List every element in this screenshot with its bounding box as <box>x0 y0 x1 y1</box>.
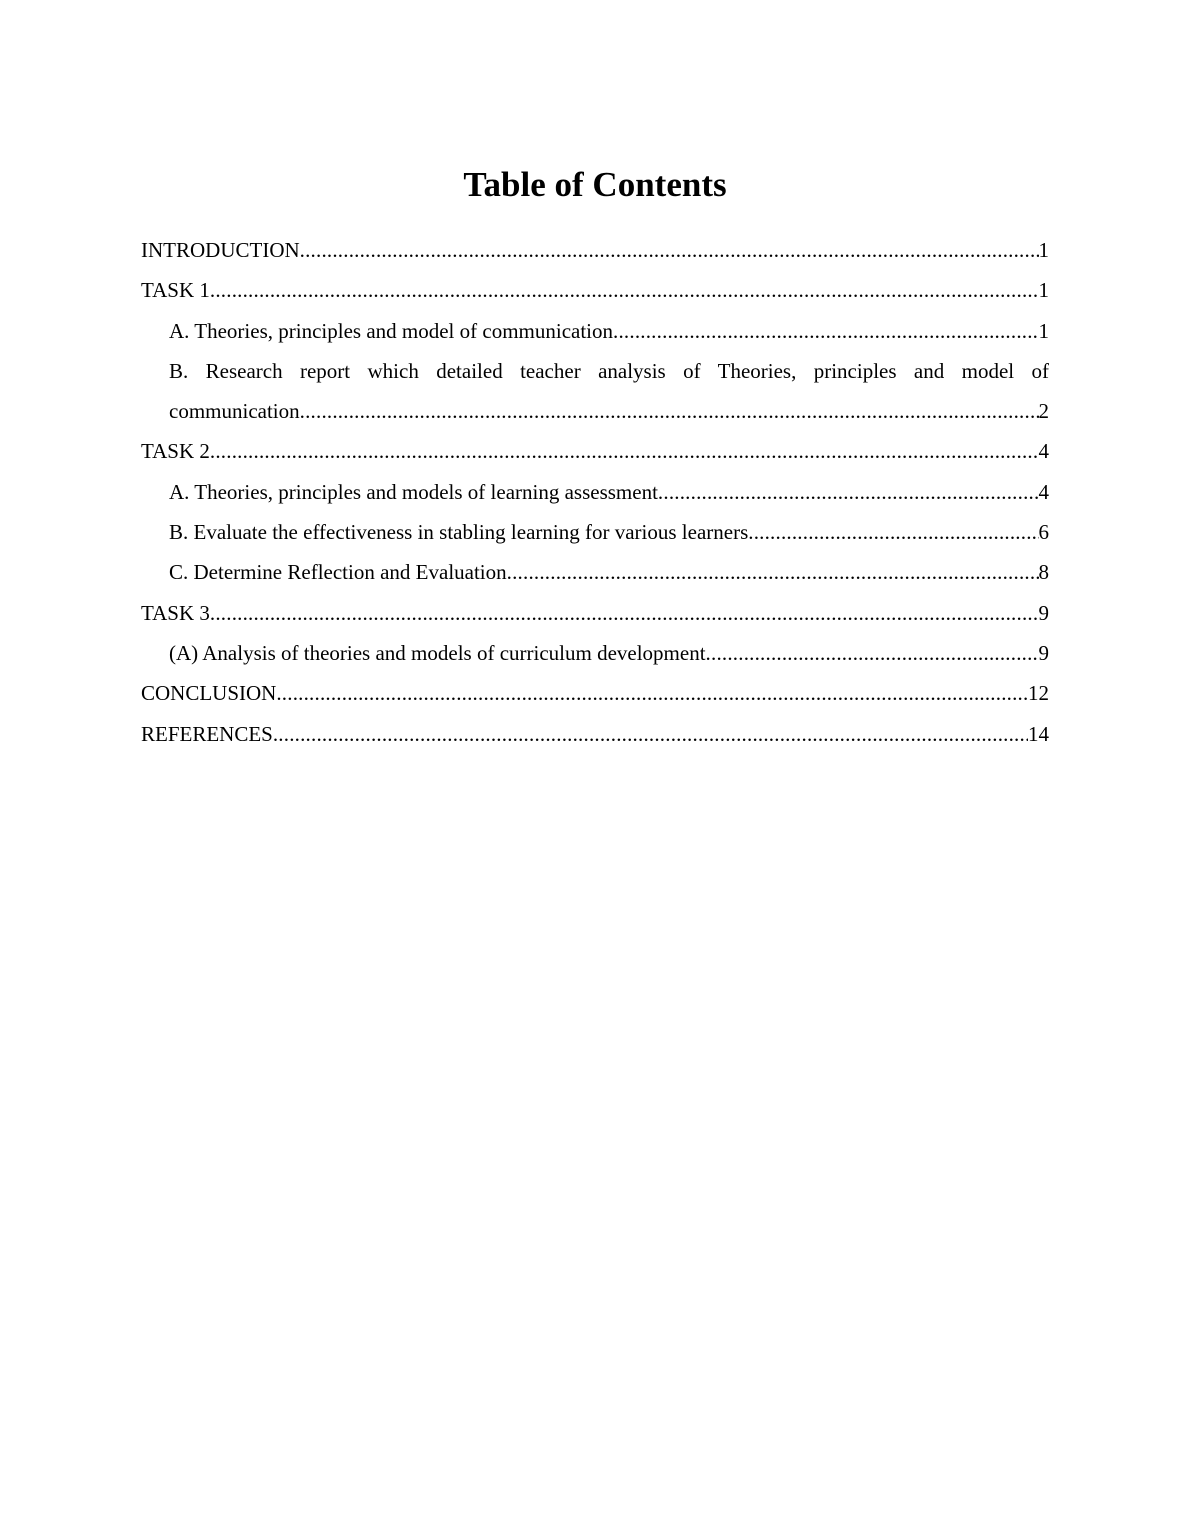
toc-entry-label: C. Determine Reflection and Evaluation <box>169 560 507 585</box>
dot-leader <box>507 552 1039 592</box>
toc-entry-label: TASK 3 <box>141 600 210 625</box>
toc-entry-task-3-a[interactable] <box>141 633 1049 673</box>
toc-entry-task-1-a[interactable] <box>141 311 1049 351</box>
toc-entry-page: 4 <box>1038 479 1049 504</box>
toc-entry-task-2-b[interactable] <box>141 512 1049 552</box>
dot-leader <box>210 593 1039 633</box>
page-title: Table of Contents <box>463 165 727 204</box>
dot-leader <box>613 311 1038 351</box>
toc-entry-page: 4 <box>1038 439 1049 464</box>
toc-entry-label: REFERENCES <box>141 721 273 746</box>
toc-entry-task-3[interactable] <box>141 593 1049 633</box>
dot-leader <box>210 431 1039 471</box>
toc-entry-conclusion[interactable] <box>141 673 1049 713</box>
toc-entry-label: TASK 1 <box>141 278 210 303</box>
dot-leader <box>658 472 1039 512</box>
toc-entry-label: B. Evaluate the effectiveness in stabling learning for various learners <box>169 520 749 545</box>
dot-leader <box>273 714 1028 754</box>
toc-entry-task-2[interactable] <box>141 431 1049 471</box>
toc-entry-page: 1 <box>1038 238 1049 262</box>
toc-entry-page: 6 <box>1038 520 1049 545</box>
toc-entry-label-line-1: B. Research report which detailed teacher analysis of Theories, principles and model of <box>169 358 1049 383</box>
toc-entry-page: 12 <box>1028 681 1049 706</box>
dot-leader <box>748 512 1038 552</box>
dot-leader <box>300 391 1039 431</box>
toc-entry-task-1[interactable] <box>141 270 1049 310</box>
toc-entry-task-1-b[interactable] <box>141 351 1049 432</box>
toc-entry-references[interactable] <box>141 714 1049 754</box>
dot-leader <box>276 673 1028 713</box>
toc-entry-page: 1 <box>1038 278 1049 303</box>
toc-entry-page: 8 <box>1038 560 1049 585</box>
toc-entry-label-line-2: communication <box>169 399 300 424</box>
toc-entry-page: 9 <box>1038 600 1049 625</box>
table-of-contents <box>141 230 1049 754</box>
toc-entry-label: A. Theories, principles and model of communication <box>169 318 614 343</box>
dot-leader <box>210 270 1039 310</box>
dot-leader <box>706 633 1039 673</box>
toc-entry-label: A. Theories, principles and models of learning assessment <box>169 479 658 504</box>
toc-entry-introduction[interactable] <box>141 230 1049 270</box>
toc-entry-task-2-c[interactable] <box>141 552 1049 592</box>
toc-entry-task-2-a[interactable] <box>141 472 1049 512</box>
toc-entry-page: 14 <box>1028 721 1049 746</box>
toc-entry-page: 2 <box>1038 399 1049 424</box>
toc-entry-page: 9 <box>1038 640 1049 665</box>
toc-entry-label: INTRODUCTION <box>141 238 300 262</box>
toc-entry-label: (A) Analysis of theories and models of curriculum development <box>169 640 706 665</box>
toc-entry-label: TASK 2 <box>141 439 210 464</box>
toc-entry-label: CONCLUSION <box>141 681 277 706</box>
dot-leader <box>300 230 1039 270</box>
toc-entry-page: 1 <box>1038 318 1049 343</box>
